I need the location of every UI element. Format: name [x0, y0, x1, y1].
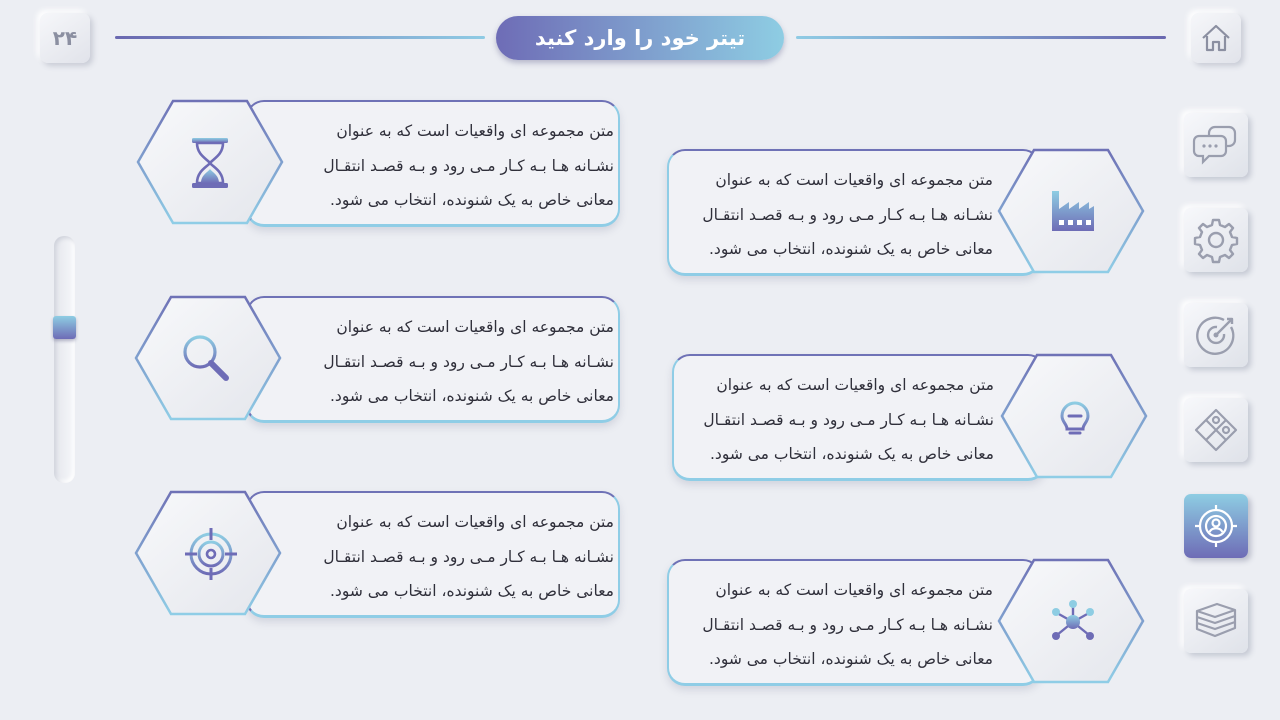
card-text-line: نشـانه هـا بـه کـار مـی رود و بـه قصـد انتقـال — [323, 352, 614, 371]
network-icon — [1048, 597, 1098, 647]
books-icon — [1191, 596, 1241, 646]
sidebar-chat-button[interactable] — [1184, 113, 1248, 177]
info-card-target — [134, 491, 614, 619]
card-text-line: متن مجموعه ای واقعیات است که به عنوان — [715, 581, 993, 599]
sidebar-settings-button[interactable] — [1184, 208, 1248, 272]
page-title: تیتر خود را وارد کنید — [496, 16, 784, 60]
home-icon — [1199, 21, 1233, 55]
card-text-line: معانی خاص به یک شنونده، انتخاب می شود. — [330, 387, 614, 405]
home-button[interactable] — [1191, 13, 1241, 63]
card-text — [302, 505, 614, 609]
card-text-line: متن مجموعه ای واقعیات است که به عنوان — [715, 171, 993, 189]
card-text-line: نشـانه هـا بـه کـار مـی رود و بـه قصـد انتقـال — [323, 547, 614, 566]
card-text — [682, 368, 994, 472]
sidebar-profile-button[interactable] — [1184, 494, 1248, 558]
card-text-line: نشـانه هـا بـه کـار مـی رود و بـه قصـد انتقـال — [702, 615, 993, 634]
magnifier-icon — [180, 332, 232, 384]
card-text-line: متن مجموعه ای واقعیات است که به عنوان — [716, 376, 994, 394]
sidebar-puzzle-button[interactable] — [1184, 398, 1248, 462]
card-text-line: متن مجموعه ای واقعیات است که به عنوان — [336, 513, 614, 531]
card-text — [681, 163, 993, 267]
user-target-icon — [1191, 501, 1241, 551]
card-text-line: متن مجموعه ای واقعیات است که به عنوان — [336, 318, 614, 336]
card-text-line: معانی خاص به یک شنونده، انتخاب می شود. — [709, 240, 993, 258]
card-text-line: متن مجموعه ای واقعیات است که به عنوان — [336, 122, 614, 140]
info-card-factory — [667, 149, 1147, 277]
puzzle-icon — [1191, 405, 1241, 455]
header-divider-left — [115, 36, 485, 39]
card-text — [681, 573, 993, 677]
info-card-network — [667, 559, 1147, 687]
card-text — [302, 114, 614, 218]
target-arrow-icon — [1191, 310, 1241, 360]
hourglass-icon — [190, 137, 230, 189]
gear-icon — [1191, 215, 1241, 265]
card-text — [302, 310, 614, 414]
card-text-line: معانی خاص به یک شنونده، انتخاب می شود. — [709, 650, 993, 668]
chat-bubbles-icon — [1191, 120, 1241, 170]
card-text-line: معانی خاص به یک شنونده، انتخاب می شود. — [330, 582, 614, 600]
lightbulb-icon — [1058, 400, 1092, 436]
card-text-line: نشـانه هـا بـه کـار مـی رود و بـه قصـد انتقـال — [703, 410, 994, 429]
card-text-line: معانی خاص به یک شنونده، انتخاب می شود. — [710, 445, 994, 463]
sidebar-goals-button[interactable] — [1184, 303, 1248, 367]
card-text-line: نشـانه هـا بـه کـار مـی رود و بـه قصـد انتقـال — [323, 156, 614, 175]
vertical-slider-thumb[interactable] — [53, 316, 76, 339]
card-text-line: معانی خاص به یک شنونده، انتخاب می شود. — [330, 191, 614, 209]
header-divider-right — [796, 36, 1166, 39]
factory-icon — [1050, 187, 1096, 233]
info-card-search — [134, 296, 614, 424]
info-card-idea — [672, 354, 1152, 482]
crosshair-icon — [183, 526, 239, 582]
vertical-slider-track[interactable] — [54, 236, 75, 483]
sidebar-library-button[interactable] — [1184, 589, 1248, 653]
page-number: ۲۴ — [40, 13, 90, 63]
info-card-hourglass — [136, 100, 616, 228]
card-text-line: نشـانه هـا بـه کـار مـی رود و بـه قصـد انتقـال — [702, 205, 993, 224]
